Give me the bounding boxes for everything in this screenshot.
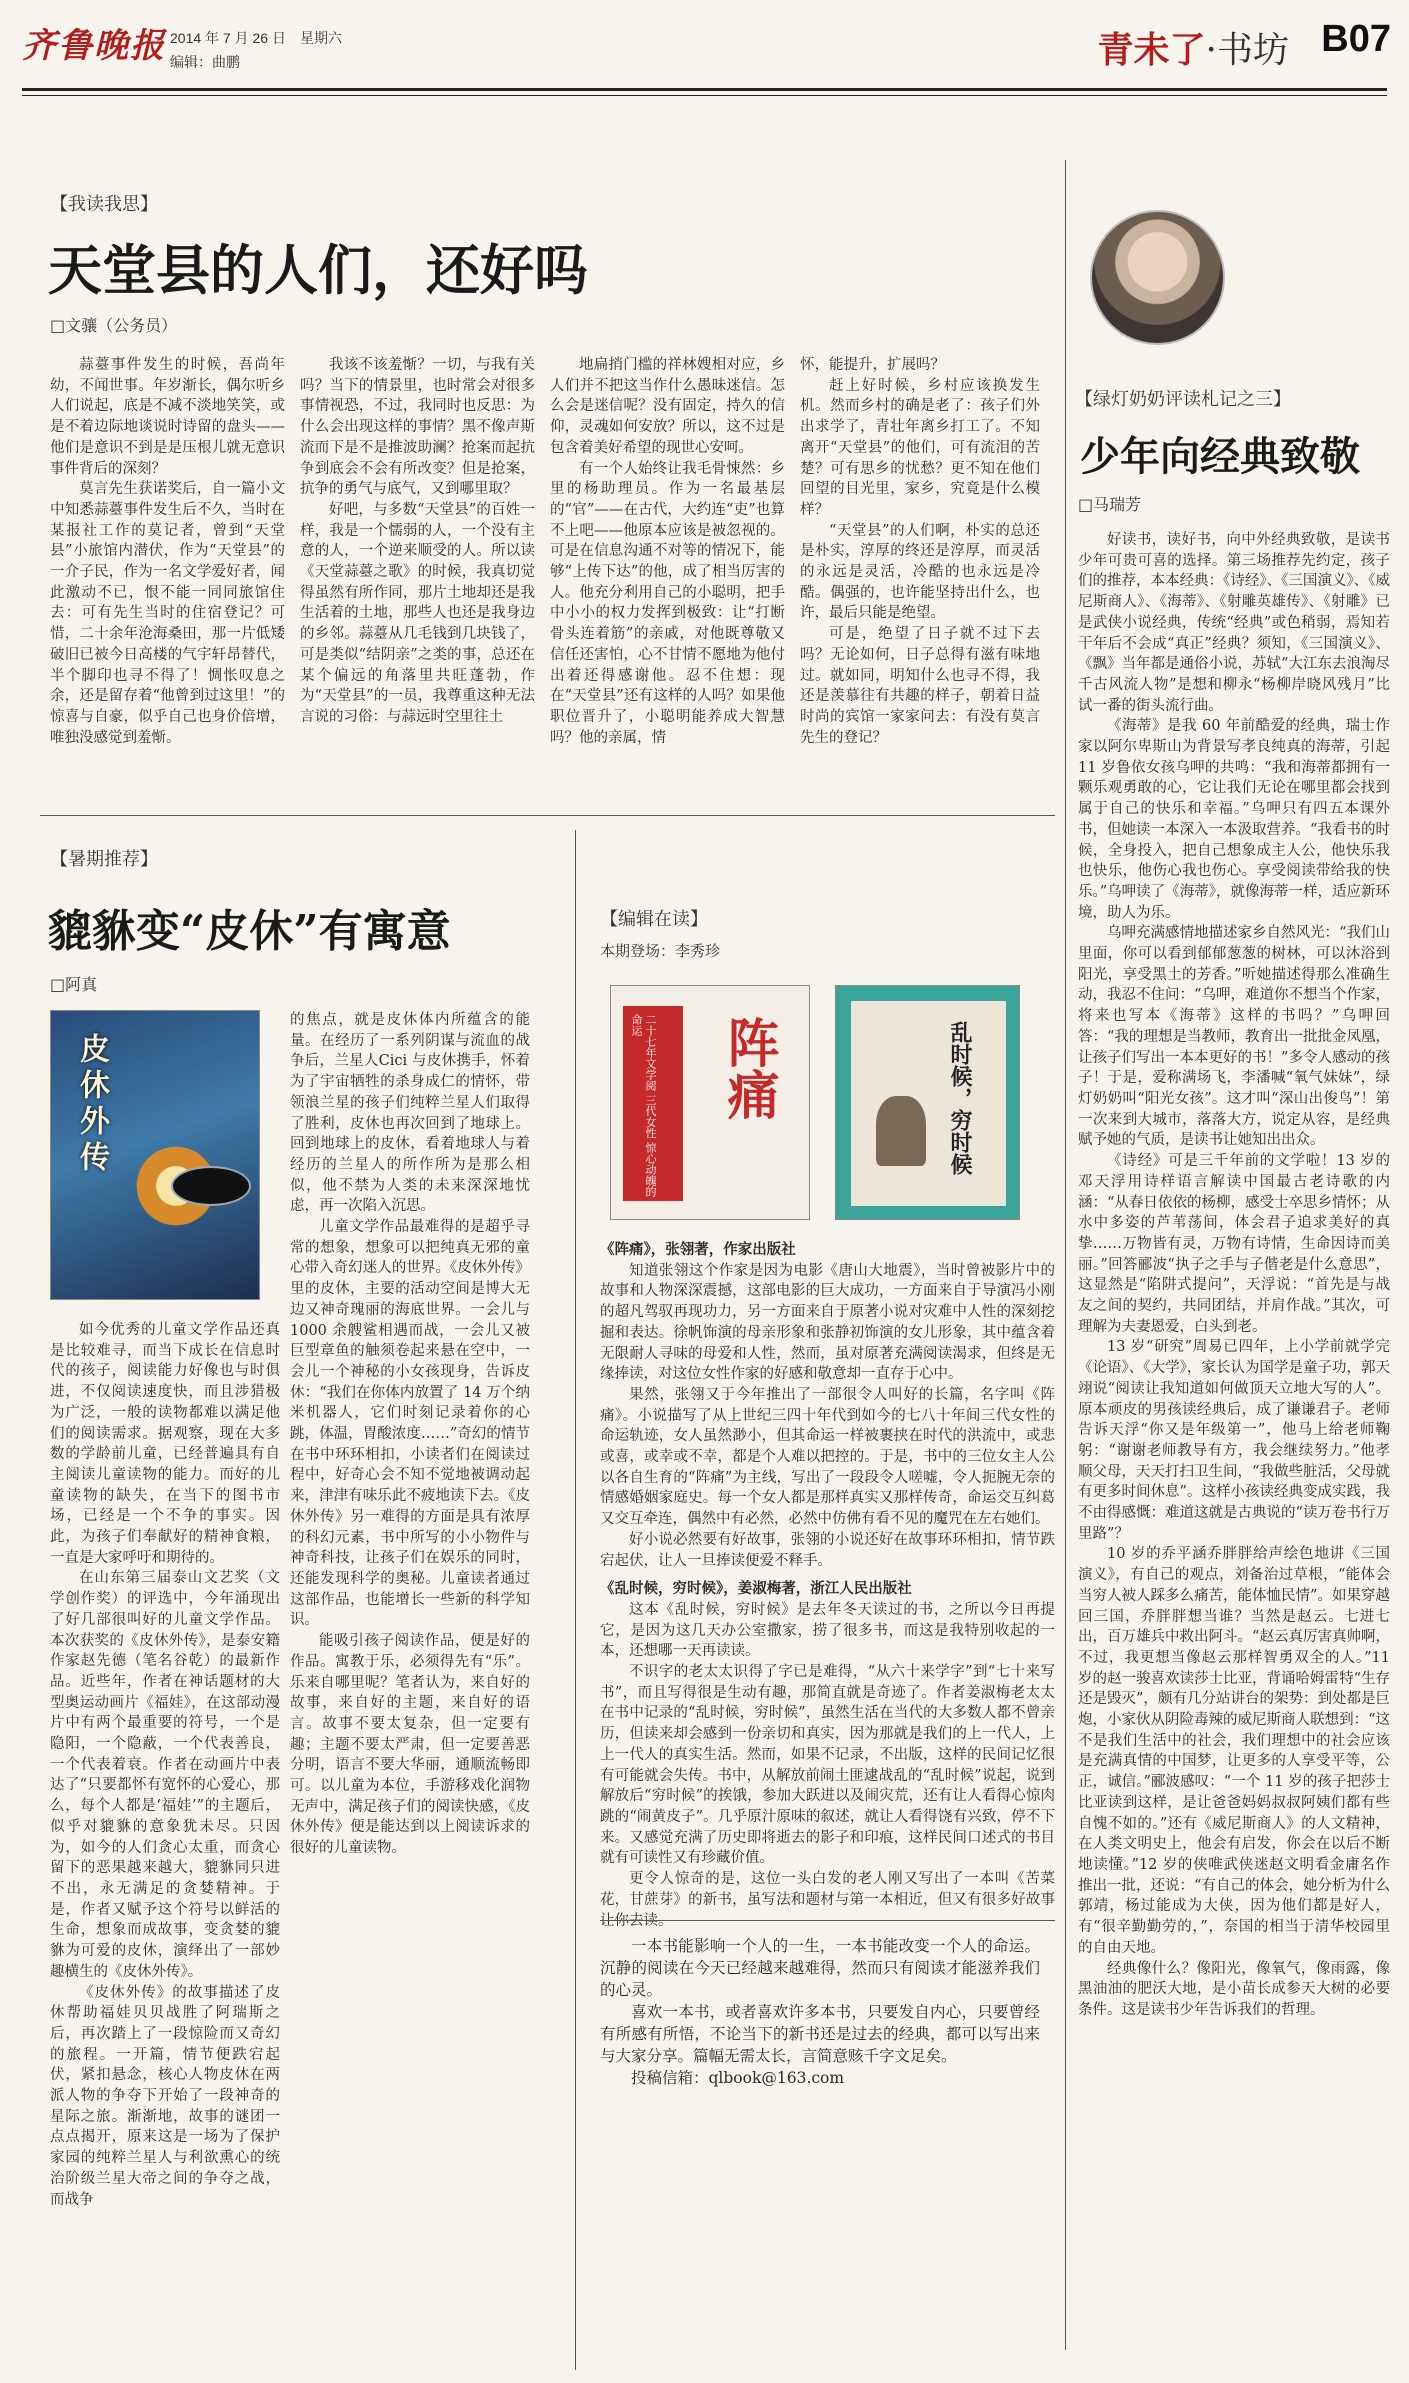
book-title: 《阵痛》，张翎著，作家出版社 [600,1241,796,1258]
paragraph: 好吧，与多数“天堂县”的百姓一样，我是一个懦弱的人，一个没有主意的人，一个逆来顺受的人。所以读《天堂蒜薹之歌》的时候，我真切觉得虽然有所作同，那片土地却还是我生活着的土地，那些人也还是我身边的乡邻。蒜薹从几毛钱到几块钱了，可是类似“结阴亲”之类的事，总还在某个偏远的角落里共旺蓬勃，作为“天堂县”的一员，我尊重这种无法言说的习俗：与蒜远时空里往土 [300,501,535,725]
paragraph: 《海蒂》是我 60 年前酷爱的经典，瑞士作家以阿尔卑斯山为背景写孝良纯真的海蒂，引起 11 岁鲁依女孩乌呷的共鸣：“我和海蒂都拥有一颗乐观勇敢的心，它让我们无论在哪里都会找到属于自己的快乐和幸福。”乌呷只有四五本课外书，但她读一本深入一本汲取营养。“我看书的时候，全身投入，把自己想象成主人公，他快乐我也快乐，他伤心我也伤心。享受阅读带给我的快乐。”乌呷读了《海蒂》，就像海蒂一样，适应新环境，助人为乐。 [1078,718,1390,921]
paragraph: 儿童文学作品最难得的是超乎寻常的想象，想象可以把纯真无邪的童心带入奇幻迷人的世界。《皮休外传》里的皮休，主要的活动空间是博大无边又神奇瑰丽的海底世界。一会儿与 1000 余艘鲨相遇而战，一会儿又被巨型章鱼的触须卷起来悬在空中，一会儿一个神秘的小女孩现身，告诉皮休：“我们在你体内放置了 14 万个纳米机器人，它们时刻记录着你的心跳，体温，胃酸浓度……”奇幻的情节在书中环环相扣，小读者们在阅读过程中，好奇心会不知不觉地被调动起来，津津有味乐此不疲地读下去。《皮休外传》另一难得的方面是具有浓厚的科幻元素，书中所写的小小物件与神奇科技，让孩子们在娱乐的同时，还能发现科学的奥秘。儿童读者通过这部作品，也能增长一些新的科学知识。 [290,1219,530,1629]
article4-tag: 【编辑在读】 [600,909,708,930]
cover-art-disc [171,1166,251,1206]
paragraph: 可是，绝望了日子就不过下去吗？无论如何，日子总得有滋有味地过。就如同，明知什么也寻不得，我还是羡慕往有共趣的样子，朝着日益时尚的宾馆一家家问去：有没有莫言先生的登记？ [800,626,1040,746]
article2-title: 少年向经典致敬 [1080,433,1360,480]
notice-slogan: 一本书能影响一个人的一生，一本书能改变一个人的命运。沉静的阅读在今天已经越来越难得，然而只有阅读才能滋养我们的心灵。 [600,1937,1040,1999]
paragraph: “天堂县”的人们啊，朴实的总还是朴实，淳厚的终还是淳厚，而灵活的永远是灵活，冷酷的也永远是冷酷。偶强的，也许能坚持出什么，也许，最后只能是绝望。 [800,522,1040,622]
submission-email[interactable]: 投稿信箱：qlbook@163.com [631,2069,845,2087]
article1-tag: 【我读我思】 [50,194,158,215]
article3-title: 貔貅变“皮休”有寓意 [48,906,451,957]
divider [600,1920,1055,1921]
book-cover-pixiu [50,1010,260,1300]
paragraph: 13 岁“研究”周易已四年，上小学前就学完《论语》、《大学》，家长认为国学是童子功，郭天翊说“阅读让我知道如何做顶天立地大写的人”。原本顽皮的男孩读经典后，成了谦谦君子。老师告诉天浮“你又是年级第一”，他马上给老师鞠躬：“谢谢老师教导有方，我会继续努力。”他孝顺父母，天天打扫卫生间，“我做些脏活，父母就有更多时间休息”。这样小孩读经典变成实践，我不由得感慨：难道这就是古典说的“读万卷书行万里路”？ [1078,1339,1390,1542]
article3-tag: 【暑期推荐】 [50,849,158,870]
paragraph: 蒜薹事件发生的时候，吾尚年幼，不闻世事。年岁渐长，偶尔听乡人们说起，底是不减不淡地笑笑，或是不着边际地谈说时诗留的盘头——他们是意识不到是是压根儿就无意识事件背后的深刻？ [50,357,285,477]
article2-tag: 【绿灯奶奶评读札记之三】 [1075,389,1291,410]
paragraph: 更令人惊奇的是，这位一头白发的老人刚又写出了一本叫《苦菜花，甘蔗芽》的新书，虽写法和题材与第一本相近，但又有很多好故事让你去读。 [600,1871,1055,1929]
article3-col2 [290,1010,530,2380]
book-cover-luanshihou [835,985,1020,1220]
paragraph: 果然，张翎又于今年推出了一部很令人叫好的长篇，名字叫《阵痛》。小说描写了从上世纪三四十年代到如今的七八十年间三代女性的命运轨迹，女人虽然渺小，但其命运一样被裹挟在时代的洪流中，或悲或喜，或幸或不幸，都是个人难以把控的。于是，书中的三位女主人公以各自生育的“阵痛”为主线，写出了一段段令人嗟嘘，令人扼腕无奈的情感婚姻家庭史。每一个女人都是那样真实又那样传奇，命运交互纠葛又交互牵连，偶然中有必然，必然中仿佛有看不见的魔咒在左右她们。 [600,1386,1055,1528]
column-divider [575,830,576,2370]
article1-col2 [300,355,535,785]
cover-red-band [623,1006,683,1201]
paragraph: 不识字的老太太识得了字已是难得，“从六十来学字”到“七十来写书”，而且写得很是生动有趣，那简直就是奇迹了。作者姜淑梅老太太在书中记录的“乱时候，穷时候”，虽然生活在当代的大多数人都不曾亲历，但读来却会感到一份亲切和真实，因为那就是我们的上一代人，上上一代人的真实生活。然而，如果不记录，不出版，这样的民间记忆很有可能就会失传。书中，从解放前闹土匪逮战乱的“乱时候”说起，说到解放后“穷时候”的挨饿，参加大跃进以及闹灾荒，还有让人看得心惊肉跳的“闹黄皮子”。几乎原汁原味的叙述，就让人看得饶有兴致，停不下来。又感觉充满了历史即将逝去的影子和印痕，这样民间口述式的书目就有可读性又有珍藏价值。 [600,1664,1055,1867]
article3-byline: □阿真 [50,975,98,994]
article1-title: 天堂县的人们，还好吗 [48,238,588,302]
article1-byline: □文骧（公务员） [50,316,178,335]
paragraph: 我该不该羞惭？一切，与我有关吗？当下的情景里，也时常会对很多事情视恐，不过，我同时也反思：为什么会出现这样的事情？黑不像声斯流而下是不是推波助澜？抢案而起抗争到底会不会有所改变？但是抢案，抗争的勇气与底气，又到哪里取？ [300,357,535,498]
editor-credit: 编辑：曲鹏 [170,54,240,70]
article3-col1 [50,1320,280,2380]
cover-side-text: 二十七年文学阅 三代女性 惊心动魄的命运 [630,1014,657,1197]
paragraph: 这本《乱时候，穷时候》是去年冬天读过的书，之所以今日再提它，是因为这几天办公室撒家，捞了很多书，而这是我特别收起的一本，还想哪一天再读读。 [600,1601,1055,1660]
paragraph: 有一个人始终让我毛骨悚然：乡里的杨助理员。作为一名最基层的“官”——在古代，大约连“吏”也算不上吧——他原本应该是被忽视的。可是在信息沟通不对等的情况下，能够“上传下达”的他，成了相当厉害的人。他充分利用自己的小聪明，把手中小小的权力发挥到极致：让“打断骨头连着筋”的亲戚，对他既尊敬又信任还害怕，心不甘情不愿地为他付出着还得感谢他。忍不住想：现在“天堂县”还有这样的人吗？如果他职位晋升了，小聪明能养成大智慧吗？他的亲属，情 [550,460,785,746]
article4-body [600,1240,1055,1929]
section-name: 青未了 [1097,29,1206,71]
submission-notice [600,1935,1040,2115]
cover-inner [851,1001,1006,1206]
book-title: 《乱时候，穷时候》，姜淑梅著，浙江人民出版社 [600,1580,912,1598]
author-portrait [1090,210,1225,345]
paragraph: 能吸引孩子阅读作品，便是好的作品。寓教于乐，必须得先有“乐”。乐来自哪里呢？笔者认为，来自好的故事，来自好的主题，来自好的语言。故事不要太复杂，但一定要有趣；主题不要太严肃，但一定要善恶分明，语言不要大华丽，通顺流畅即可。以儿童为本位，手游移戏化润物无声中，满足孩子们的阅读快感，《皮休外传》便是能达到以上阅读诉求的很好的儿童读物。 [290,1633,530,1857]
paragraph: 地扁捎门槛的祥林嫂相对应，乡人们并不把这当作什么愚昧迷信。怎么会是迷信呢？没有固定，持久的信仰，灵魂如何安放？所以，这不过是包含着美好希望的现世心安呵。 [550,357,785,456]
book-cover-zhentong [610,985,810,1220]
issue-date: 2014 年 7 月 26 日 星期六 [170,30,342,46]
article1-col1 [50,355,285,785]
top-rule [22,88,1387,91]
paragraph: 莫言先生获诺奖后，自一篇小文中知悉蒜薹事件发生后不久，当时在某报社工作的莫记者，曾到“天堂县”小旅馆内潜伏，作为“天堂县”的一介子民，作为一名文学爱好者，闻此激动不已，恨不能一同同旅馆住去：可有先生当时的住宿登记？可惜，二十余年沧海桑田，那一片低矮破旧已被今日高楼的气宇轩昂替代，半个脚印也寻不得了！惆怅叹息之余，还是留存着“他曾到过这里！”的惊喜与自豪，似乎自己也身价倍增，唯独没感觉到羞惭。 [50,481,285,746]
paragraph: 经典像什么？像阳光，像氧气，像雨露，像黑油油的肥沃大地，是小苗长成参天大树的必要条件。这是读书少年告诉我们的哲理。 [1078,1960,1390,2018]
page-number: B07 [1321,18,1391,60]
paragraph: 知道张翎这个作家是因为电影《唐山大地震》，当时曾被影片中的故事和人物深深震撼，这部电影的巨大成功，一方面来自于导演冯小刚的超凡驾驭再现功力，另一方面来自于原著小说对灾难中人性的深刻挖掘和表达。徐帆饰演的母亲形象和张静初饰演的女儿形象，其中蕴含着无限耐人寻味的母爱和人性，然而，虽对原著充满阅读渴求，但终是无缘捧读，对这位女性作家的好感和敬意却一直存于心中。 [600,1262,1055,1383]
cover-title: 阵痛 [718,1016,779,1120]
paragraph: 10 岁的乔平涵乔胖胖给声绘色地讲《三国演义》，有自己的观点，刘备治过草根，“能体会当穷人被人踩多么痛苦，能体恤民情”。如果穿越回三国，乔胖胖想当谁？当然是赵云。七进七出，百万雄兵中救出阿斗。“赵云真厉害真帅啊，不过，我更想当像赵云那样智勇双全的人。”11 岁的赵一骏喜欢读莎士比亚，背诵哈姆雷特“生存还是毁灭”，颇有几分站讲台的架势：到处都是巨炮，小家伙从阴险毒辣的威尼斯商人联想到：“这不是我们生活中的社会，我们理想中的社会应该是充满真情的中国梦，让更多的人享受平等，公正，诚信。”郦波感叹：“一个 11 岁的孩子把莎士比亚读到这样，是让爸爸妈妈叔叔阿姨们都有些自愧不如的。”还有《威尼斯商人》的人文精神，在人类文明史上，他会有启发，你会在以后不断地读懂。”12 岁的侠唯武侠迷赵文明看金庸名作推出一批，还说：“有自己的体会，她分析为什么郭靖，杨过能成为大侠，因为他们都是好人，有“很辛勤勤劳的，”，奈国的相当于清华校园里的自由天地。 [1078,1546,1390,1956]
newspaper-logo: 齐鲁晚报 [22,26,166,66]
section-title [1098,22,1289,73]
paragraph: 的焦点，就是皮休体内所蕴含的能量。在经历了一系列阴谋与流血的战争后，兰星人Cici 与皮休携手，怀着为了宇宙牺牲的杀身成仁的情怀，带领浪兰星的孩子们纯粹兰星人们取得了胜利，皮休也再次回到了地球上。回到地球上的皮休，看着地球人与着经历的兰星人的所作所为是那么相似，他不禁为人类的未来深深地忧虑，再一次陷入沉思。 [290,1012,530,1215]
cover-title: 乱时候，穷时候 [947,1021,973,1175]
notice-call: 喜欢一本书，或者喜欢许多本书，只要发自内心，只要曾经有所感有所悟，不论当下的新书还是过去的经典，都可以写出来与大家分享。篇幅无需太长，言简意赅千字文足矣。 [600,2003,1040,2065]
article2-byline: □马瑞芳 [1078,495,1142,514]
paragraph: 在山东第三届泰山文艺奖（文学创作奖）的评选中，今年涌现出了好几部很叫好的儿童文学作品。本次获奖的《皮休外传》，是泰安籍作家赵先德（笔名谷乾）的最新作品。近些年，作者在神话题材的大型奥运动画片《福娃》，在这部动漫片中有两个最重要的符号，一个是隐阳，一个隐蔽，一个代表善良，一个代表着衰。作者在动画片中表达了“只要都怀有宽怀的心爱心，那么，每个人都是‘福娃’”的主题后，似乎对貔貅的意象犹未尽。只因为，如今的人们贪心太重，而贪心留下的恶果越来越大，貔貅同只进不出，永无满足的贪婪精神。于是，作者又赋予这个符号以鲜活的生命，想象而成故事，变贪婪的貔貅为可爱的皮休，演绎出了一部妙趣横生的《皮休外传》。 [50,1570,280,1980]
article2-body [1078,530,1390,2370]
masthead [0,0,1409,110]
top-rule-thin [22,95,1387,96]
paragraph: 怀，能提升，扩展吗？ [800,357,945,373]
article1-col4 [800,355,1040,785]
cover-title: 皮休外传 [74,1033,109,1177]
article4-subtitle: 本期登场：李秀珍 [600,942,721,960]
paragraph: 如今优秀的儿童文学作品还真是比较难寻，而当下成长在信息时代的孩子，阅读能力好像也与时俱进，不仅阅读速度快，而且涉猎极为广泛，一般的读物都难以满足他们的阅读需求。据观察，现在大多数的学龄前儿童，已经普遍具有自主阅读儿童读物的能力。而好的儿童读物的缺失，在当下的图书市场，已经是一个不争的事实。因此，为孩子们奉献好的精神食粮，一直是大家呼吁和期待的。 [50,1322,280,1566]
paragraph: 《诗经》可是三千年前的文学啦！13 岁的邓天浮用诗样语言解读中国最古老诗歌的内涵：“从春日依依的杨柳，感受士卒思乡情怀；从水中多姿的芦苇荡间，体会君子追求美好的真挚……万物皆有灵，万物有诗情，生命因诗而美丽。”回答郦波“执子之手与子偕老是什么意思”，这显然是“陷阱式提问”，天浮说：“首先是与战友之间的契约，共同团结，并肩作战。”其次，可理解为夫妻恩爱，白头到老。 [1078,1153,1390,1335]
paragraph: 《皮休外传》的故事描述了皮休帮助福娃贝贝战胜了阿瑞斯之后，再次踏上了一段惊险而又奇幻的旅程。一开篇，情节便跌宕起伏，紧扣悬念，核心人物皮休在两派人物的争夺下开始了一段神奇的星际之旅。渐渐地，故事的谜团一点点揭开，原来这是一场为了保护家园的纯粹兰星人与利欲熏心的统治阶级兰星大帝之间的争夺之战，而战争 [50,1984,280,2208]
divider [40,815,1055,816]
paragraph: 赶上好时候，乡村应该换发生机。然而乡村的确是老了：孩子们外出求学了，青壮年离乡打工了。不知离开“天堂县”的他们，可有流泪的苦楚？可有思乡的忧愁？更不知在他们回望的目光里，家乡，究竟是什么模样？ [800,377,1040,518]
subsection-name: ·书坊 [1205,30,1289,71]
article1-col3 [550,355,785,785]
paragraph: 好小说必然要有好故事，张翎的小说还好在故事环环相扣，情节跌宕起伏，让人一旦捧读便爱不释手。 [600,1531,1055,1569]
cover-figure [876,1096,926,1166]
paragraph: 乌呷充满感情地描述家乡自然风光：“我们山里面，你可以看到郁郁葱葱的树林，可以沐浴到阳光，享受黑土的芳香。”听她描述得那么准确生动，我忍不住问：“乌呷，难道你不想当个作家，将来也写本《海蒂》这样的书吗？”乌呷回答：“我的理想是当教师，教育出一批批金凤凰，让孩子们写出一本本更好的书！”多令人感动的孩子！于是，爱称满场飞，李潘喊“氧气妹妹”，绿灯奶奶叫“阳光女孩”。这才叫“深山出俊鸟”！第一次来到大城市，落落大方，说定从容，是经典赋予她的气质，是读书让她知出出众。 [1078,925,1390,1149]
column-divider [1065,160,1066,2350]
paragraph: 好读书，读好书，向中外经典致敬，是读书少年可贵可喜的选择。第三场推荐先约定，孩子们的推荐，本本经典：《诗经》、《三国演义》、《威尼斯商人》、《海蒂》、《射雕英雄传》、《射雕》已是武侠小说经典，传统“经典”或色稍弱，焉知若干年后不会成“真正”经典？须知，《三国演义》、《飘》当年都是通俗小说，苏轼“大江东去浪淘尽千古风流人物”是想和柳永“杨柳岸晓风残月”比试一番的街头流行曲。 [1078,532,1390,714]
